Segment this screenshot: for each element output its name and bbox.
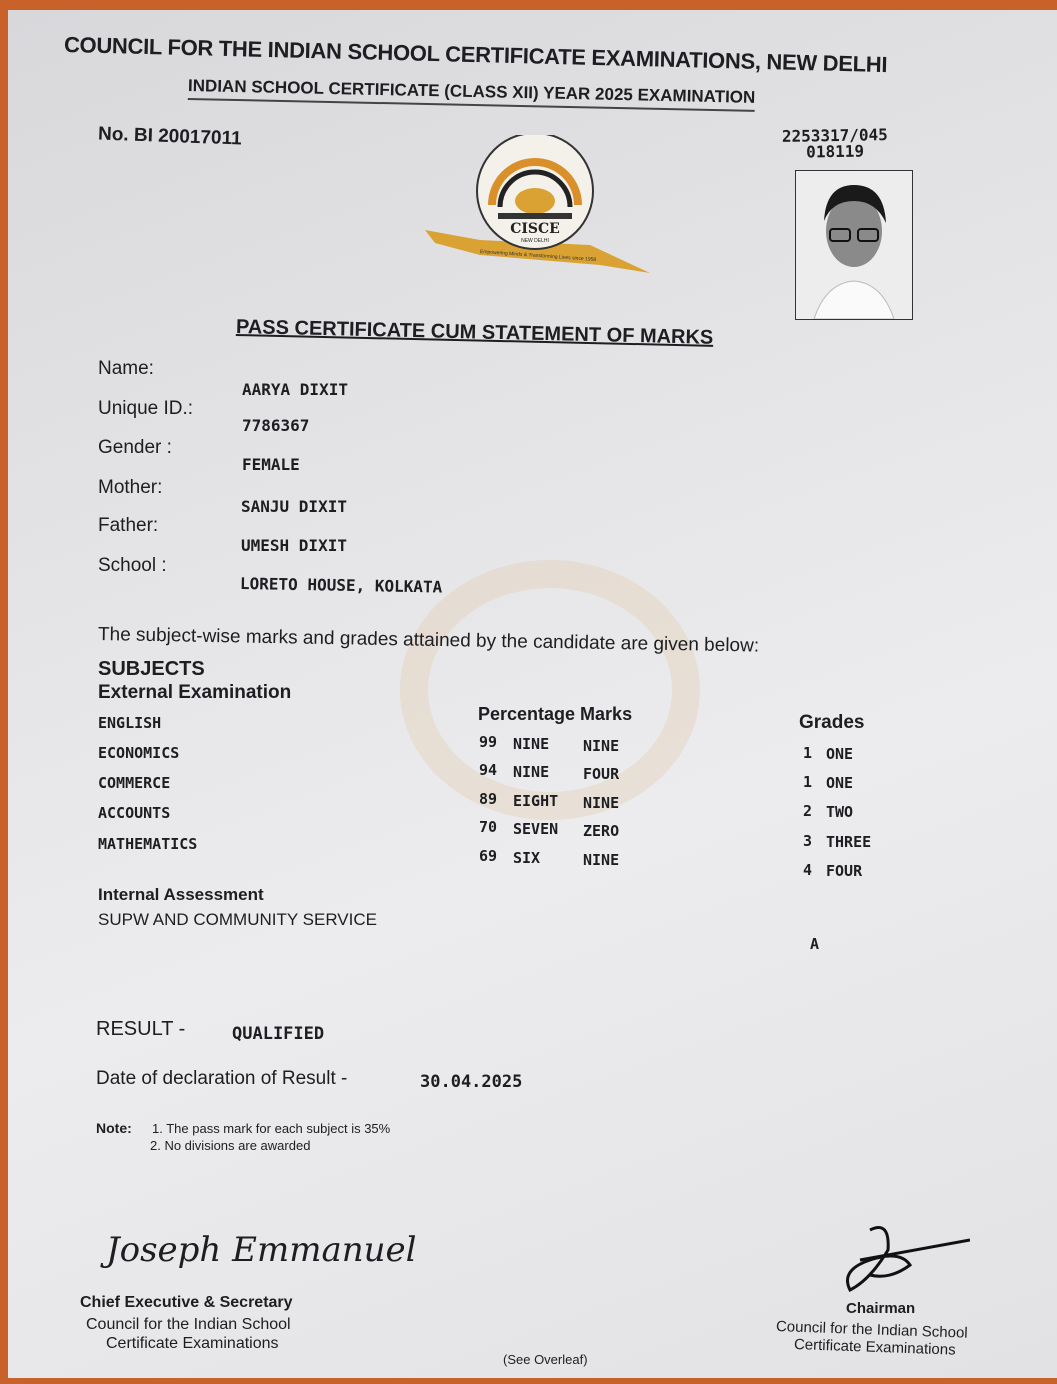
subject-marks-word1: EIGHT [513, 792, 559, 810]
external-exam-heading: External Examination [98, 682, 292, 703]
note-item: 1. The pass mark for each subject is 35% [152, 1121, 391, 1136]
result-value: QUALIFIED [232, 1024, 325, 1044]
note-label: Note: [96, 1120, 132, 1136]
father-value: UMESH DIXIT [241, 536, 347, 555]
subject-marks-word2: ZERO [583, 822, 620, 840]
gender-value: FEMALE [242, 455, 300, 474]
subject-marks-word2: FOUR [583, 765, 620, 783]
unique-id-label: Unique ID.: [98, 398, 194, 419]
certificate-number: No. BI 20017011 [97, 123, 242, 150]
mother-value: SANJU DIXIT [241, 497, 347, 516]
logo-subtext: NEW DELHI [521, 238, 549, 244]
subject-grade: 4 [803, 861, 813, 879]
internal-subject: SUPW AND COMMUNITY SERVICE [98, 910, 377, 929]
subject-name: ACCOUNTS [98, 804, 171, 822]
subject-grade-word: FOUR [826, 862, 863, 880]
reference-number [782, 127, 889, 161]
left-signature: Joseph Emmanuel [106, 1230, 417, 1270]
school-label: School : [98, 555, 167, 576]
subject-grade-word: ONE [826, 774, 854, 792]
watermark-seal [400, 560, 700, 820]
subject-grade-word: THREE [826, 833, 872, 851]
subject-grade: 1 [803, 744, 813, 762]
certificate-title: PASS CERTIFICATE CUM STATEMENT OF MARKS [235, 316, 714, 349]
declaration-date: 30.04.2025 [420, 1072, 523, 1092]
school-value: LORETO HOUSE, KOLKATA [239, 574, 443, 597]
subject-grade: 2 [803, 802, 813, 820]
left-signatory-title: Chief Executive & Secretary [80, 1294, 293, 1311]
subject-name: ENGLISH [98, 714, 162, 732]
left-signatory-org: Council for the Indian School [86, 1316, 291, 1333]
subjects-heading: SUBJECTS [98, 658, 205, 680]
marks-heading: Percentage Marks [478, 704, 633, 724]
cisce-logo [420, 135, 660, 280]
right-signatory-org: Certificate Examinations [793, 1336, 956, 1359]
see-overleaf: (See Overleaf) [503, 1352, 588, 1367]
subject-marks: 89 [479, 790, 498, 808]
subject-name: ECONOMICS [98, 744, 180, 762]
right-signature [830, 1220, 970, 1305]
right-signatory-title: Chairman [846, 1300, 916, 1317]
note-item: 2. No divisions are awarded [150, 1138, 311, 1153]
subject-marks: 69 [479, 847, 498, 865]
subject-grade-word: ONE [826, 745, 854, 763]
unique-id-value: 7786367 [242, 416, 310, 435]
right-signatory-org: Council for the Indian School [775, 1318, 968, 1342]
name-label: Name: [98, 358, 154, 379]
subject-marks-word2: NINE [583, 737, 620, 755]
father-label: Father: [98, 515, 159, 536]
subject-marks-word1: NINE [513, 735, 550, 753]
subject-marks-word2: NINE [583, 794, 620, 812]
candidate-photo [795, 170, 913, 320]
subject-marks-word1: NINE [513, 763, 550, 781]
mother-label: Mother: [98, 477, 163, 498]
subject-name: MATHEMATICS [98, 835, 198, 853]
subject-grade-word: TWO [826, 803, 854, 821]
internal-assessment-heading: Internal Assessment [98, 885, 264, 904]
reference-line-2: 018119 [806, 141, 865, 162]
logo-ribbon-text: Empowering Minds & Transforming Lives since 1958 [479, 248, 597, 264]
subject-grade: 3 [803, 832, 813, 850]
gender-label: Gender : [98, 437, 172, 458]
result-label: RESULT - [96, 1018, 186, 1040]
subject-marks: 99 [479, 733, 498, 751]
subject-grade: 1 [803, 773, 813, 791]
name-value: AARYA DIXIT [242, 380, 348, 399]
subject-marks-word1: SEVEN [513, 820, 559, 838]
subject-marks-word1: SIX [513, 849, 541, 867]
subject-marks-word2: NINE [583, 851, 620, 869]
exam-heading: INDIAN SCHOOL CERTIFICATE (CLASS XII) YEAR 2025 EXAMINATION [188, 76, 756, 112]
grades-heading: Grades [799, 712, 865, 733]
council-heading: COUNCIL FOR THE INDIAN SCHOOL CERTIFICATE EXAMINATIONS, NEW DELHI [63, 32, 888, 78]
marks-intro: The subject-wise marks and grades attained by the candidate are given below: [97, 624, 760, 657]
subject-marks: 94 [479, 761, 498, 779]
subject-name: COMMERCE [98, 774, 171, 792]
subject-marks: 70 [479, 818, 498, 836]
reference-line-1: 2253317/045 [781, 125, 888, 146]
internal-grade: A [810, 935, 820, 953]
declaration-label: Date of declaration of Result - [96, 1068, 348, 1089]
logo-text: CISCE [510, 221, 560, 237]
left-signatory-org: Certificate Examinations [106, 1335, 279, 1352]
